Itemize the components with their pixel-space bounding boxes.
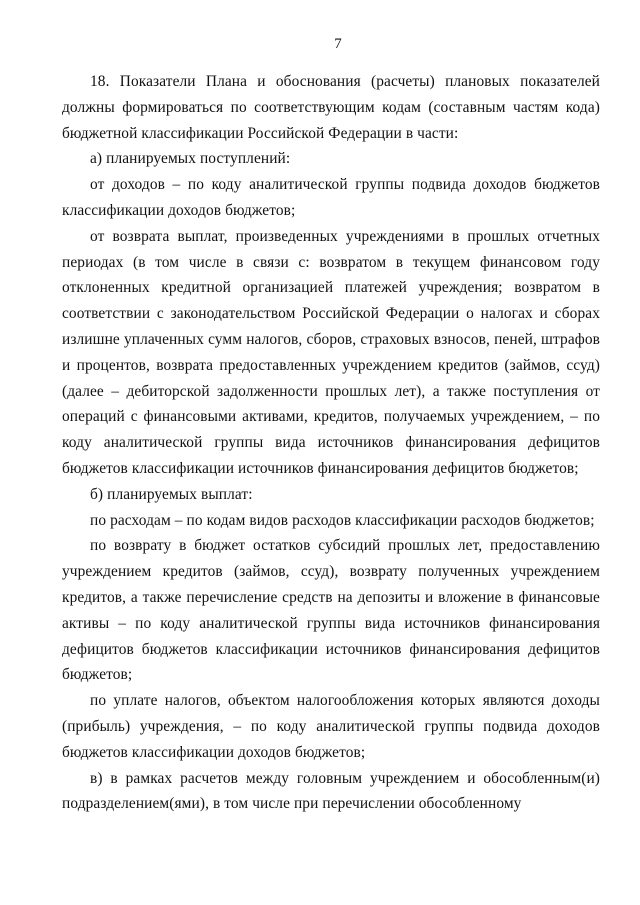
paragraph-tax-payment: по уплате налогов, объектом налогообложения которых являются доходы (прибыль) учреждения, – по коду аналитической группы подвида доходов бюджетов классификации доходов бюджетов;	[62, 692, 600, 761]
document-body	[62, 69, 600, 817]
paragraph-head-institution-settlements: в) в рамках расчетов между головным учреждением и обособленным(и) подразделением(ями), в том числе при перечислении обособленному	[62, 769, 600, 813]
page-number: 7	[334, 36, 342, 52]
paragraph-planned-payments: б) планируемых выплат:	[90, 485, 253, 503]
paragraph-refund-of-payments: от возврата выплат, произведенных учреждениями в прошлых отчетных периодах (в том числе в связи с: возвратом в текущем финансовом году отклоненных кредитной организацией платежей учреждения; возвратом в соответствии с законодательством Российской Федерации о налогах и сборах излишне уплаченных сумм налогов, сборов, страховых взносов, пеней, штрафов и процентов, возврата предоставленных учреждением кредитов (займов, ссуд) (далее – дебиторской задолженности прошлых лет), а также поступления от операций с финансовыми активами, кредитов, получаемых учреждением, – по коду аналитической группы вида источников финансирования дефицитов бюджетов классификации источников финансирования дефицитов бюджетов;	[62, 227, 600, 477]
paragraph-18-intro: 18. Показатели Плана и обоснования (расчеты) плановых показателей должны формироваться по соответствующим кодам (составным частям кода) бюджетной классификации Российской Федерации в части:	[62, 73, 600, 142]
paragraph-budget-return: по возврату в бюджет остатков субсидий прошлых лет, предоставлению учреждением кредитов (займов, ссуд), возврату полученных учреждением кредитов, а также перечисление средств на депозиты и вложение в финансовые активы – по коду аналитической группы вида источников финансирования дефицитов бюджетов классификации источников финансирования дефицитов бюджетов;	[62, 537, 600, 684]
paragraph-expenses: по расходам – по кодам видов расходов классификации расходов бюджетов;	[90, 511, 595, 529]
paragraph-from-income: от доходов – по коду аналитической группы подвида доходов бюджетов классификации доходов бюджетов;	[62, 176, 600, 219]
paragraph-planned-receipts: а) планируемых поступлений:	[90, 150, 291, 168]
